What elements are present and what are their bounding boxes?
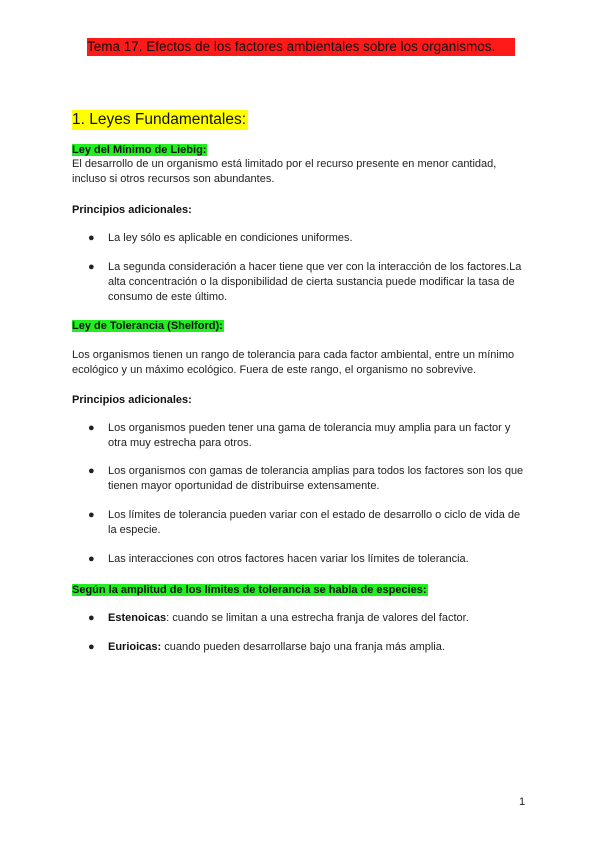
shelford-heading-block bbox=[72, 319, 224, 334]
species-heading: Según la amplitud de los límites de tolerancia se habla de especies: bbox=[72, 584, 427, 596]
species-term: Estenoicas bbox=[108, 612, 167, 624]
section-heading: 1. Leyes Fundamentales: bbox=[72, 111, 247, 128]
shelford-principles-heading: Principios adicionales: bbox=[72, 394, 192, 406]
liebig-heading-block bbox=[72, 143, 207, 158]
species-bullet-1 bbox=[108, 611, 528, 626]
shelford-text-line-1: Los organismos tienen un rango de tolerancia para cada factor ambiental, entre un mínimo bbox=[72, 349, 515, 361]
species-bullet-2 bbox=[108, 640, 528, 655]
bullet-line: la especie. bbox=[108, 524, 161, 536]
shelford-bullet-1 bbox=[108, 421, 528, 451]
species-definition: cuando pueden desarrollarse bajo una franja más amplia. bbox=[161, 641, 445, 653]
bullet-line: alta concentración o la disponibilidad de cierta sustancia puede modificar la tasa de bbox=[108, 276, 515, 288]
liebig-text-line-2: incluso si otros recursos son abundantes. bbox=[72, 173, 275, 185]
bullet-line: La segunda consideración a hacer tiene que ver con la interacción de los factores.La bbox=[108, 261, 522, 273]
species-heading-block bbox=[72, 583, 428, 598]
bullet-icon: ● bbox=[88, 261, 95, 273]
bullet-line: Las interacciones con otros factores hacen variar los límites de tolerancia. bbox=[108, 553, 469, 565]
shelford-bullet-3 bbox=[108, 508, 528, 538]
page-number: 1 bbox=[519, 796, 526, 808]
liebig-text-line-1: El desarrollo de un organismo está limitado por el recurso presente en menor cantidad, bbox=[72, 158, 497, 170]
bullet-icon: ● bbox=[88, 612, 95, 624]
bullet-icon: ● bbox=[88, 232, 95, 244]
bullet-line: Los organismos con gamas de tolerancia amplias para todos los factores son los que bbox=[108, 465, 524, 477]
bullet-line: La ley sólo es aplicable en condiciones uniformes. bbox=[108, 232, 353, 244]
species-term: Eurioicas: bbox=[108, 641, 162, 653]
shelford-text-line-2: ecológico y un máximo ecológico. Fuera de este rango, el organismo no sobrevive. bbox=[72, 364, 477, 376]
species-definition: : cuando se limitan a una estrecha franja de valores del factor. bbox=[166, 612, 469, 624]
liebig-principles-heading: Principios adicionales: bbox=[72, 204, 192, 216]
shelford-bullet-2 bbox=[108, 464, 528, 494]
bullet-icon: ● bbox=[88, 553, 95, 565]
bullet-line: consumo de este último. bbox=[108, 291, 228, 303]
document-title: Tema 17. Efectos de los factores ambientales sobre los organismos. bbox=[87, 38, 515, 56]
bullet-line: Los organismos pueden tener una gama de tolerancia muy amplia para un factor y bbox=[108, 422, 511, 434]
liebig-heading: Ley del Mínimo de Liebig: bbox=[72, 144, 207, 156]
bullet-line: Los límites de tolerancia pueden variar con el estado de desarrollo o ciclo de vida de bbox=[108, 509, 521, 521]
liebig-bullet-2 bbox=[108, 260, 528, 305]
bullet-icon: ● bbox=[88, 465, 95, 477]
bullet-icon: ● bbox=[88, 509, 95, 521]
bullet-icon: ● bbox=[88, 641, 95, 653]
shelford-bullet-4 bbox=[108, 552, 528, 567]
bullet-icon: ● bbox=[88, 422, 95, 434]
bullet-line: tienen mayor oportunidad de distribuirse extensamente. bbox=[108, 480, 380, 492]
liebig-bullet-1 bbox=[108, 231, 528, 246]
bullet-line: otra muy estrecha para otros. bbox=[108, 437, 252, 449]
shelford-heading: Ley de Tolerancia (Shelford): bbox=[72, 320, 223, 332]
